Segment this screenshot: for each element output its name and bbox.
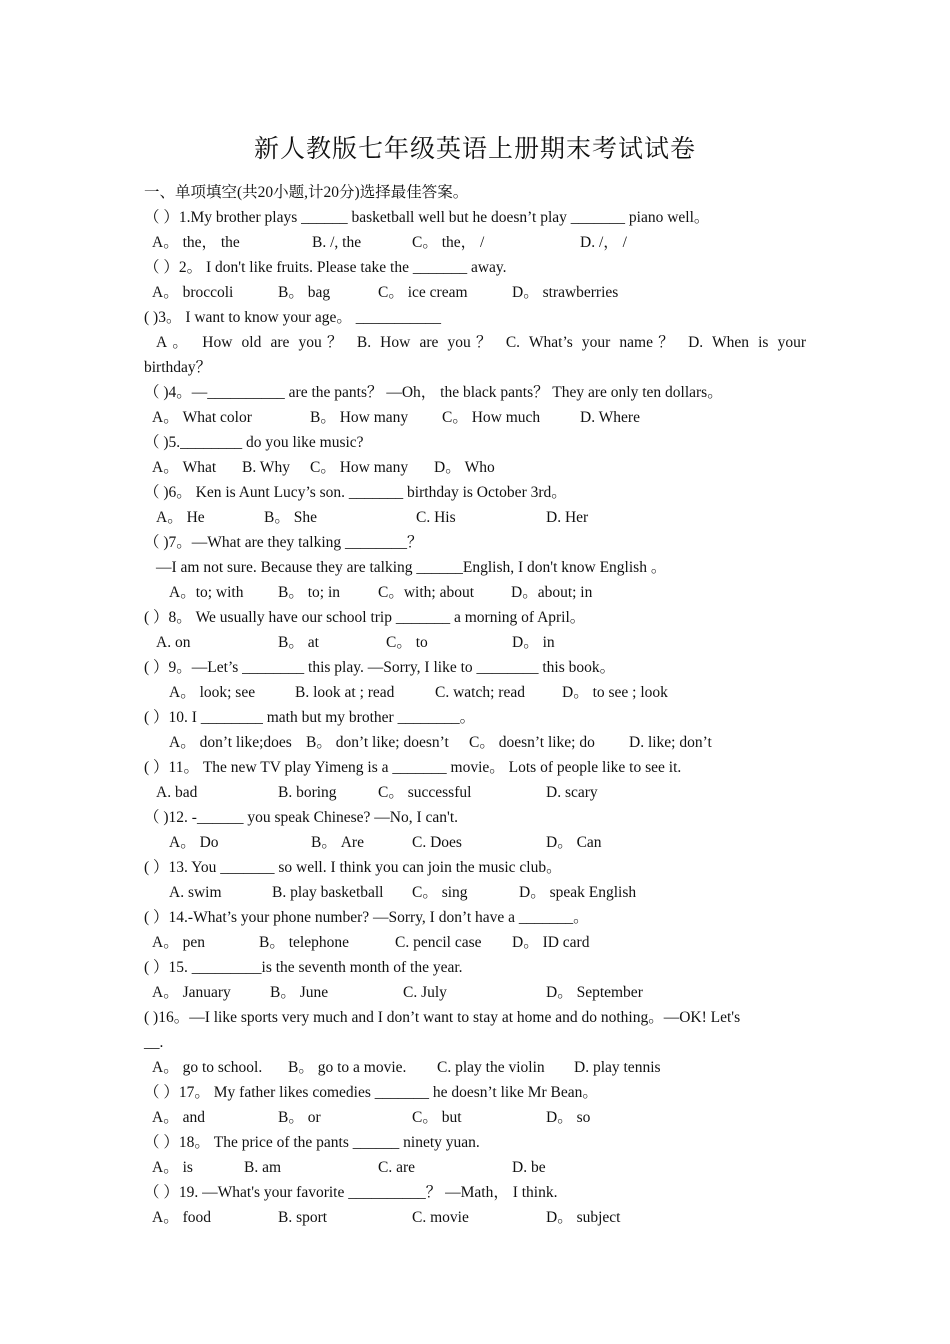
question-item bbox=[144, 705, 806, 755]
question-stem-continued: A。 How old are you？ B. How are you？ C. What’s your name？ D. When is your bbox=[156, 334, 806, 351]
option-d[interactable]: D. play tennis bbox=[574, 1059, 661, 1076]
option-a[interactable]: A。 don’t like;does bbox=[169, 734, 292, 751]
question-stem: （ )4。—__________ are the pants？ —Oh， the black pants？ They are only ten dollars。 bbox=[144, 384, 723, 401]
option-c[interactable]: C。with; about bbox=[378, 584, 475, 601]
option-d[interactable]: D。 speak English bbox=[519, 884, 637, 901]
option-b[interactable]: B。 or bbox=[278, 1109, 321, 1126]
question-item bbox=[144, 755, 806, 805]
question-stem: ( ）8。 We usually have our school trip _______ a morning of April。 bbox=[144, 609, 586, 626]
question-list bbox=[144, 205, 806, 1230]
option-a[interactable]: A。 January bbox=[152, 984, 231, 1001]
question-item bbox=[144, 955, 806, 1005]
option-d[interactable]: D。 in bbox=[512, 634, 555, 651]
option-d[interactable]: D。 September bbox=[546, 984, 643, 1001]
option-row bbox=[144, 730, 806, 755]
question-stem: ( ）14.-What’s your phone number? —Sorry, I don’t have a _______。 bbox=[144, 909, 589, 926]
option-d[interactable]: D。 so bbox=[546, 1109, 591, 1126]
option-a[interactable]: A. on bbox=[156, 634, 191, 651]
option-row bbox=[144, 1105, 806, 1130]
question-stem: （ ）1.My brother plays ______ basketball well but he doesn’t play _______ piano well。 bbox=[144, 209, 710, 226]
question-item bbox=[144, 530, 806, 605]
question-stem: ( ）10. I ________ math but my brother ________。 bbox=[144, 709, 476, 726]
option-b[interactable]: B。 telephone bbox=[259, 934, 349, 951]
option-c[interactable]: C。 successful bbox=[378, 784, 472, 801]
question-stem-continued: __. bbox=[144, 1034, 164, 1051]
option-b[interactable]: B。 at bbox=[278, 634, 319, 651]
option-row bbox=[144, 1055, 806, 1080]
question-stem: ( )3。 I want to know your age。 ___________ bbox=[144, 309, 442, 326]
question-item bbox=[144, 605, 806, 655]
option-row bbox=[144, 1155, 806, 1180]
option-b[interactable]: B. sport bbox=[278, 1209, 328, 1226]
option-a[interactable]: A。 What bbox=[152, 459, 217, 476]
section-heading: 一、单项填空(共20小题,计20分)选择最佳答案。 bbox=[144, 184, 469, 201]
question-item bbox=[144, 1005, 806, 1080]
option-row bbox=[144, 630, 806, 655]
question-item bbox=[144, 1080, 806, 1130]
option-c[interactable]: C。 sing bbox=[412, 884, 468, 901]
option-a[interactable]: A。 pen bbox=[152, 934, 205, 951]
option-b[interactable]: B. play basketball bbox=[272, 884, 384, 901]
exam-title: 新人教版七年级英语上册期末考试试卷 bbox=[253, 136, 696, 163]
option-c[interactable]: C。 the， / bbox=[412, 234, 485, 251]
question-stem: （ ）18。 The price of the pants ______ ninety yuan. bbox=[144, 1134, 480, 1151]
option-c[interactable]: C. Does bbox=[412, 834, 462, 851]
question-item bbox=[144, 205, 806, 255]
option-d[interactable]: D。 to see ; look bbox=[562, 684, 668, 701]
option-c[interactable]: C。 How much bbox=[442, 409, 541, 426]
question-item bbox=[144, 305, 806, 380]
option-a[interactable]: A. bad bbox=[156, 784, 198, 801]
option-d[interactable]: D。 Who bbox=[434, 459, 495, 476]
option-c[interactable]: C. are bbox=[378, 1159, 416, 1176]
question-stem: （ )12. -______ you speak Chinese? —No, I can't. bbox=[144, 809, 459, 826]
option-d[interactable]: D. be bbox=[512, 1159, 546, 1176]
option-row bbox=[144, 505, 806, 530]
option-b[interactable]: B。 Are bbox=[311, 834, 364, 851]
question-stem: （ )6。 Ken is Aunt Lucy’s son. _______ birthday is October 3rd。 bbox=[144, 484, 567, 501]
option-b[interactable]: B. look at ; read bbox=[295, 684, 395, 701]
option-b[interactable]: B. boring bbox=[278, 784, 337, 801]
option-b[interactable]: B. Why bbox=[242, 459, 290, 476]
option-d[interactable]: D. like; don’t bbox=[629, 734, 712, 751]
option-a[interactable]: A。 What color bbox=[152, 409, 252, 426]
question-stem: ( ）13. You _______ so well. I think you can join the music club。 bbox=[144, 859, 562, 876]
option-a[interactable]: A。 broccoli bbox=[152, 284, 234, 301]
option-d[interactable]: D。about; in bbox=[511, 584, 593, 601]
option-d[interactable]: D。 strawberries bbox=[512, 284, 619, 301]
question-stem: （ )7。—What are they talking ________？ bbox=[144, 534, 423, 551]
option-row bbox=[144, 580, 806, 605]
option-b[interactable]: B。 bag bbox=[278, 284, 331, 301]
question-item bbox=[144, 380, 806, 430]
question-stem: ( ）11。 The new TV play Yimeng is a _______ movie。 Lots of people like to see it. bbox=[144, 759, 682, 776]
option-row bbox=[144, 230, 806, 255]
option-row bbox=[144, 680, 806, 705]
option-c[interactable]: C。 ice cream bbox=[378, 284, 468, 301]
option-row bbox=[144, 455, 806, 480]
question-stem-continued: —I am not sure. Because they are talking ______English, I don't know English 。 bbox=[156, 559, 667, 576]
option-a[interactable]: A。 and bbox=[152, 1109, 205, 1126]
option-d[interactable]: D. scary bbox=[546, 784, 598, 801]
question-stem-continued: birthday？ bbox=[144, 359, 212, 376]
option-c[interactable]: C. play the violin bbox=[437, 1059, 545, 1076]
question-item bbox=[144, 855, 806, 905]
option-c[interactable]: C. pencil case bbox=[395, 934, 482, 951]
question-item bbox=[144, 1180, 806, 1230]
question-item bbox=[144, 655, 806, 705]
option-d[interactable]: D. Her bbox=[546, 509, 589, 526]
question-item bbox=[144, 480, 806, 530]
option-d[interactable]: D. /， / bbox=[580, 234, 627, 251]
option-c[interactable]: C。 but bbox=[412, 1109, 462, 1126]
option-b[interactable]: B。 don’t like; doesn’t bbox=[306, 734, 449, 751]
question-item bbox=[144, 905, 806, 955]
option-b[interactable]: B. /, the bbox=[312, 234, 362, 251]
question-stem: ( ）15. _________is the seventh month of the year. bbox=[144, 959, 463, 976]
option-a[interactable]: A。 He bbox=[156, 509, 205, 526]
question-stem: ( ）9。—Let’s ________ this play. —Sorry, I like to ________ this book。 bbox=[144, 659, 616, 676]
option-b[interactable]: B。 She bbox=[264, 509, 317, 526]
exam-page bbox=[144, 130, 806, 1230]
option-row bbox=[144, 405, 806, 430]
question-item bbox=[144, 805, 806, 855]
question-item bbox=[144, 255, 806, 305]
option-a[interactable]: A。 Do bbox=[169, 834, 219, 851]
option-a[interactable]: A。 look; see bbox=[169, 684, 256, 701]
option-b[interactable]: B。 to; in bbox=[278, 584, 341, 601]
option-row bbox=[144, 1205, 806, 1230]
question-item bbox=[144, 430, 806, 480]
option-a[interactable]: A。 is bbox=[152, 1159, 193, 1176]
option-row bbox=[144, 830, 806, 855]
option-a[interactable]: A。 go to school. bbox=[152, 1059, 263, 1076]
option-b[interactable]: B. am bbox=[244, 1159, 282, 1176]
option-a[interactable]: A。 the， the bbox=[152, 234, 240, 251]
question-stem: （ ）17。 My father likes comedies _______ he doesn’t like Mr Bean。 bbox=[144, 1084, 598, 1101]
option-b[interactable]: B。 How many bbox=[310, 409, 409, 426]
option-d[interactable]: D。 ID card bbox=[512, 934, 590, 951]
option-c[interactable]: C. July bbox=[403, 984, 447, 1001]
option-a[interactable]: A. swim bbox=[169, 884, 222, 901]
option-d[interactable]: D。 subject bbox=[546, 1209, 621, 1226]
option-c[interactable]: C。 doesn’t like; do bbox=[469, 734, 595, 751]
option-d[interactable]: D. Where bbox=[580, 409, 640, 426]
option-b[interactable]: B。 go to a movie. bbox=[288, 1059, 407, 1076]
option-a[interactable]: A。to; with bbox=[169, 584, 244, 601]
option-row bbox=[144, 930, 806, 955]
question-item bbox=[144, 1130, 806, 1180]
option-row bbox=[144, 980, 806, 1005]
option-b[interactable]: B。 June bbox=[270, 984, 329, 1001]
question-stem: （ ）2。 I don't like fruits. Please take the _______ away. bbox=[144, 259, 507, 276]
option-c[interactable]: C. movie bbox=[412, 1209, 469, 1226]
option-d[interactable]: D。 Can bbox=[546, 834, 602, 851]
question-stem: ( )16。—I like sports very much and I don’t want to stay at home and do nothing。—OK! Let's bbox=[144, 1009, 741, 1026]
option-row bbox=[144, 880, 806, 905]
question-stem: （ ）19. —What's your favorite __________？ —Math， I think. bbox=[144, 1184, 558, 1201]
option-row bbox=[144, 780, 806, 805]
option-c[interactable]: C. His bbox=[416, 509, 456, 526]
option-c[interactable]: C。 How many bbox=[310, 459, 409, 476]
option-row bbox=[144, 280, 806, 305]
option-c[interactable]: C。 to bbox=[386, 634, 428, 651]
question-stem: （ )5.________ do you like music? bbox=[144, 434, 364, 451]
option-a[interactable]: A。 food bbox=[152, 1209, 211, 1226]
option-c[interactable]: C. watch; read bbox=[435, 684, 525, 701]
